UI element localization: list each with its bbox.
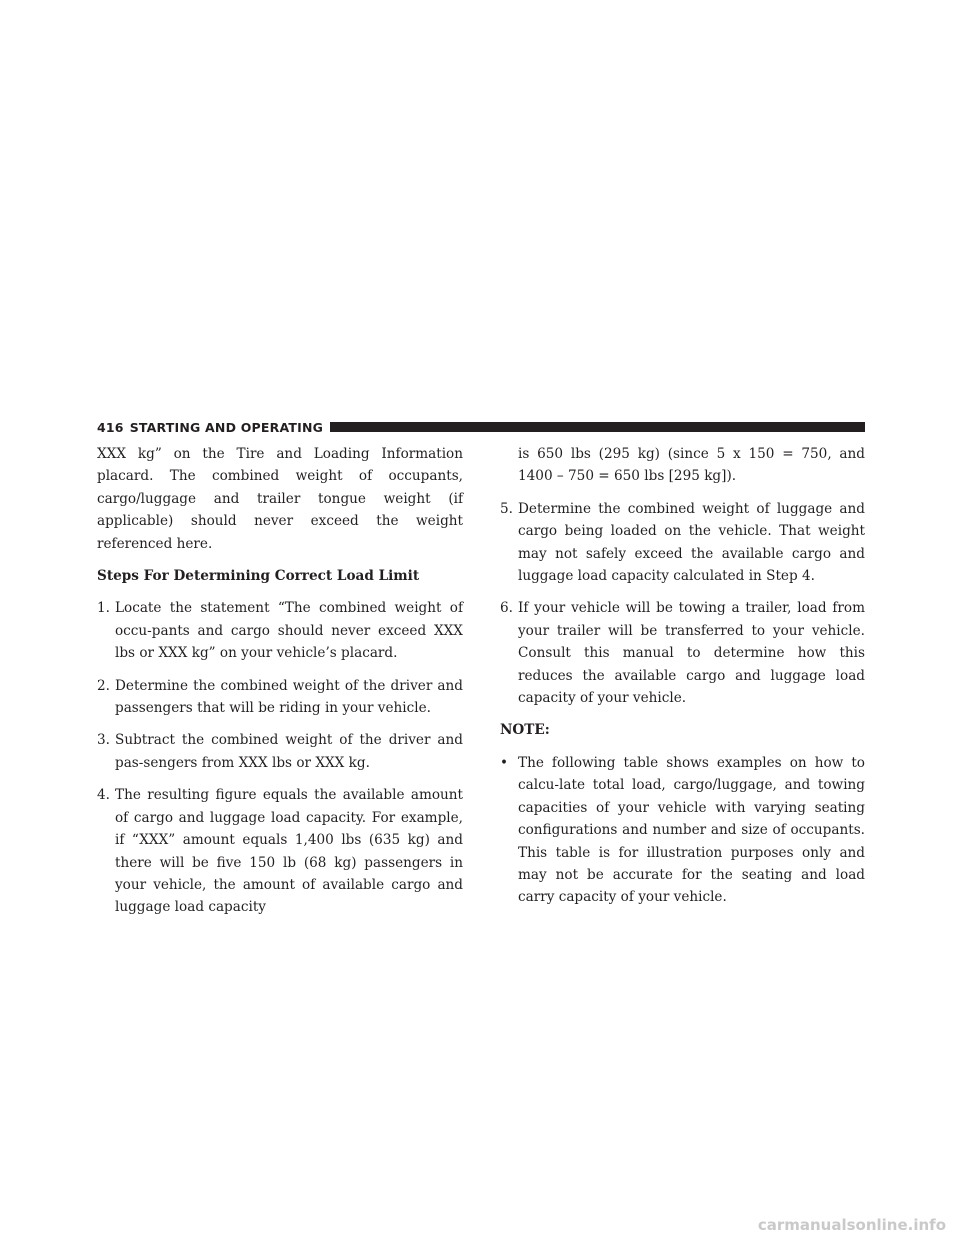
section-heading: Steps For Determining Correct Load Limit [97, 568, 420, 585]
header-text [97, 420, 323, 435]
intro-paragraph: XXX kg” on the Tire and Loading Information placard. The combined weight of occupants, cargo/luggage and trailer tongue weight (if applicable) should never exceed the weight referenced here. [97, 446, 463, 552]
step-item [500, 498, 865, 588]
watermark: carmanualsonline.info [757, 1216, 946, 1234]
header-rule [330, 422, 865, 432]
left-column [97, 443, 463, 929]
step-text: Determine the combined weight of luggage and cargo being loaded on the vehicle. That weight may not safely exceed the available cargo and luggage load capacity calculated in Step 4. [518, 500, 865, 585]
page-number: 416 [97, 419, 124, 435]
step-number: 2. [97, 677, 110, 694]
step-item [97, 675, 463, 720]
step-item [500, 597, 865, 709]
right-column [500, 443, 865, 919]
step-text: Subtract the combined weight of the driver and pas-sengers from XXX lbs or XXX kg. [115, 732, 463, 771]
step-text: Determine the combined weight of the driver and passengers that will be riding in your vehicle. [115, 677, 463, 717]
step-continuation: is 650 lbs (295 kg) (since 5 x 150 = 750, and 1400 – 750 = 650 lbs [295 kg]). [518, 446, 865, 485]
bullet-icon: • [500, 754, 509, 771]
step-item [97, 597, 463, 664]
bullet-text: The following table shows examples on how to calcu-late total load, cargo/luggage, and towing capacities of your vehicle with varying seating configurations and number and size of occupants. This table is for illustration purposes only and may not be accurate for the seating and load carry capacity of your vehicle. [518, 754, 865, 906]
step-text: If your vehicle will be towing a trailer, load from your trailer will be transferred to your vehicle. Consult this manual to determine how this reduces the available cargo and luggage load capacity of your vehicle. [518, 600, 865, 707]
step-item [97, 729, 463, 774]
page-header [97, 418, 865, 436]
note-label: NOTE: [500, 722, 550, 739]
step-number: 5. [500, 500, 513, 517]
step-number: 1. [97, 600, 110, 617]
step-number: 4. [97, 787, 110, 804]
section-title: STARTING AND OPERATING [129, 419, 324, 435]
step-item [97, 784, 463, 918]
bullet-item [500, 752, 865, 909]
step-text: The resulting figure equals the available amount of cargo and luggage load capacity. For example, if “XXX” amount equals 1,400 lbs (635 kg) and there will be five 150 lb (68 kg) passengers in your vehicle, the amount of available cargo and luggage load capacity [115, 787, 463, 916]
step-number: 3. [97, 732, 110, 749]
step-number: 6. [500, 600, 513, 617]
step-text: Locate the statement “The combined weight of occu-pants and cargo should never exceed XXX lbs or XXX kg” on your vehicle’s placard. [115, 600, 463, 662]
